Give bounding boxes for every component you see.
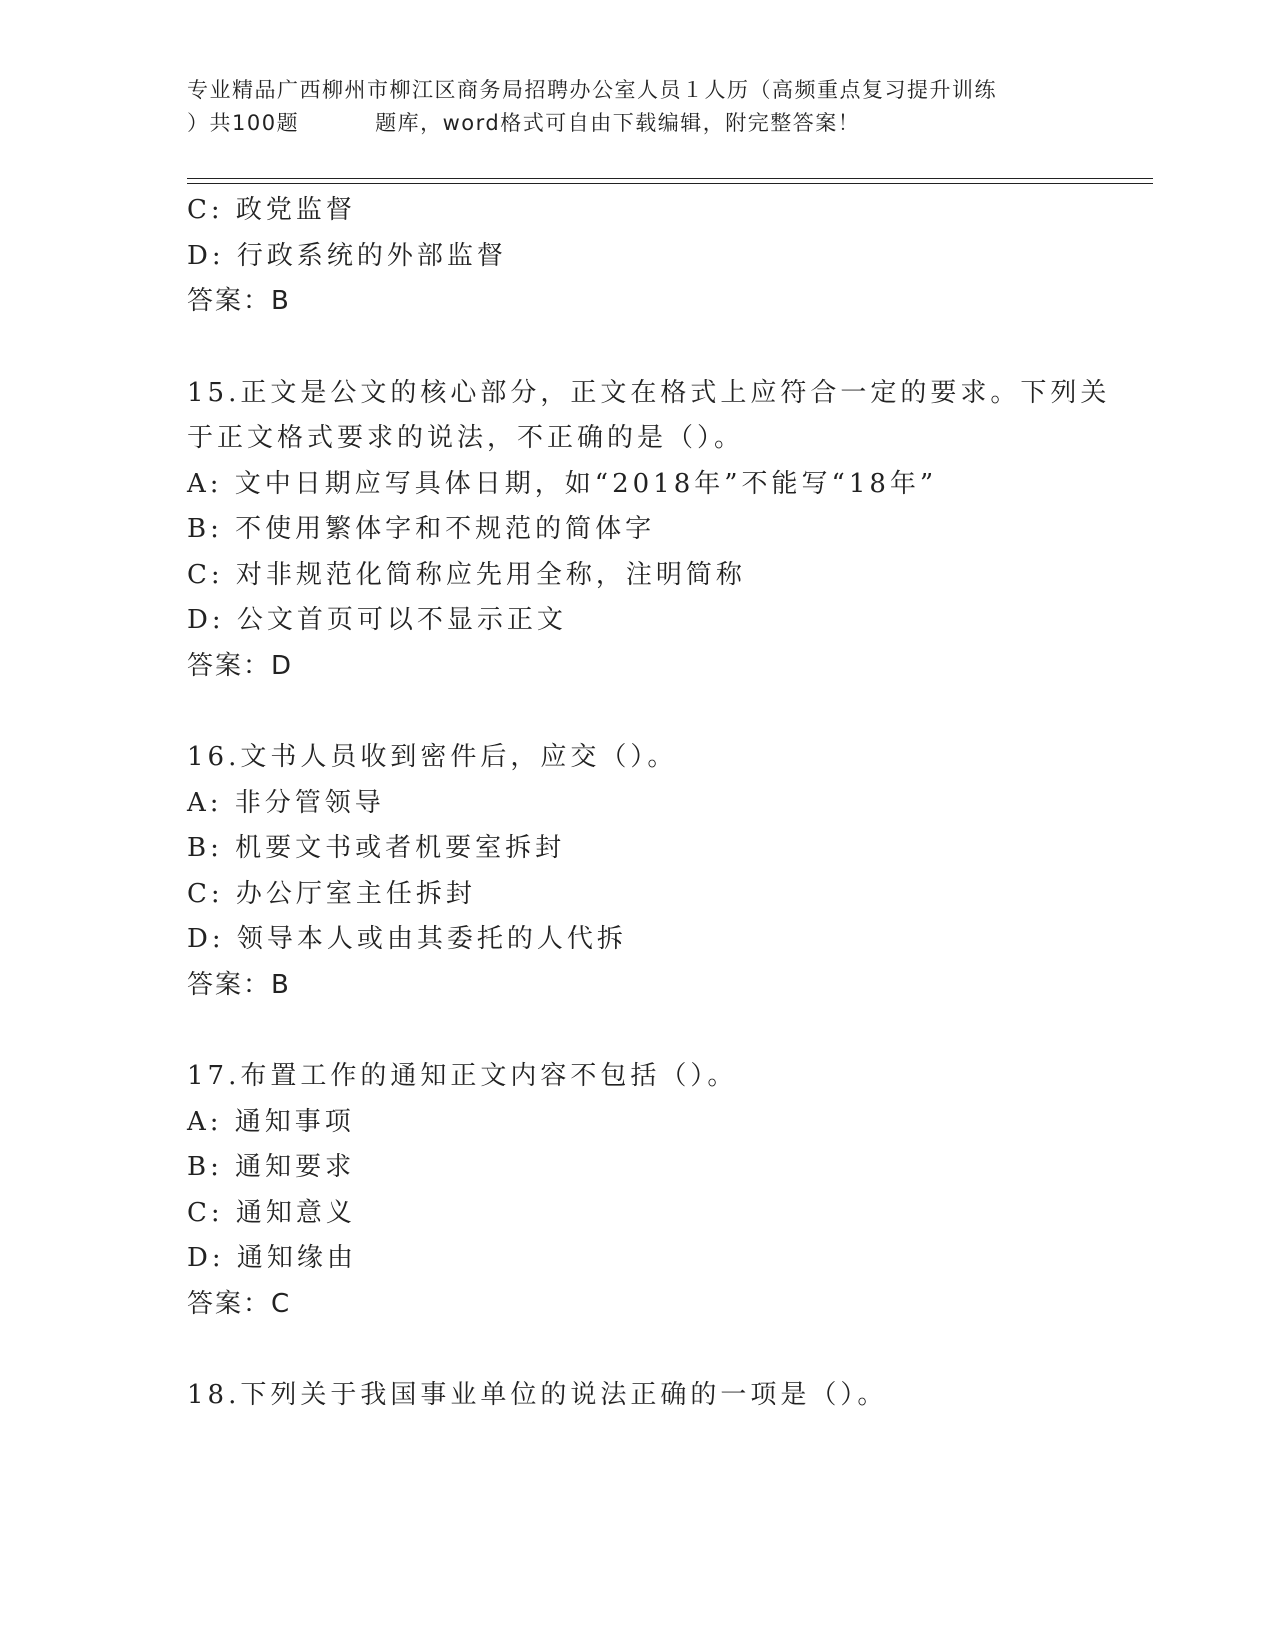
question-stem: 15.正文是公文的核心部分，正文在格式上应符合一定的要求。下列关 bbox=[187, 377, 1111, 408]
question-17 bbox=[187, 1054, 1147, 1327]
document-header bbox=[187, 74, 1087, 140]
header-description: 题库，word格式可自由下载编辑，附完整答案！ bbox=[375, 111, 861, 135]
question-stem: 于正文格式要求的说法，不正确的是（）。 bbox=[187, 423, 745, 453]
spacer bbox=[187, 1327, 1147, 1373]
option-b: B: 不使用繁体字和不规范的简体字 bbox=[187, 514, 656, 544]
spacer bbox=[187, 1008, 1147, 1054]
header-title-line-1: 专业精品广西柳州市柳江区商务局招聘办公室人员１人历（高频重点复习提升训练 bbox=[187, 78, 997, 102]
option-b: B: 通知要求 bbox=[187, 1152, 356, 1182]
answer-line: 答案：B bbox=[187, 969, 291, 1000]
option-a: A: 文中日期应写具体日期，如“2018年”不能写“18年” bbox=[187, 468, 938, 499]
question-stem: 18.下列关于我国事业单位的说法正确的一项是（）。 bbox=[187, 1380, 888, 1410]
spacer bbox=[187, 325, 1147, 371]
answer-line: 答案：D bbox=[187, 650, 294, 681]
option-d: D: 行政系统的外部监督 bbox=[187, 240, 507, 271]
question-stem: 16.文书人员收到密件后，应交（）。 bbox=[187, 742, 678, 772]
option-a: A: 非分管领导 bbox=[187, 787, 385, 818]
answer-line: 答案：C bbox=[187, 1288, 292, 1319]
spacer bbox=[187, 689, 1147, 735]
header-divider-bottom bbox=[187, 183, 1153, 184]
header-title-line-2 bbox=[187, 107, 1087, 140]
question-18 bbox=[187, 1373, 1147, 1419]
header-count: ）共100题 bbox=[187, 111, 300, 135]
option-c: C: 通知意义 bbox=[187, 1197, 356, 1228]
option-d: D: 通知缘由 bbox=[187, 1243, 357, 1273]
option-b: B: 机要文书或者机要室拆封 bbox=[187, 833, 566, 863]
question-15 bbox=[187, 371, 1147, 690]
answer-line: 答案：B bbox=[187, 286, 291, 316]
question-16 bbox=[187, 735, 1147, 1008]
header-divider-top bbox=[187, 178, 1153, 179]
option-c: C: 政党监督 bbox=[187, 195, 356, 225]
option-d: D: 公文首页可以不显示正文 bbox=[187, 605, 567, 635]
option-d: D: 领导本人或由其委托的人代拆 bbox=[187, 924, 627, 954]
question-list bbox=[187, 188, 1147, 1419]
option-a: A: 通知事项 bbox=[187, 1106, 355, 1137]
option-c: C: 办公厅室主任拆封 bbox=[187, 878, 476, 909]
question-stem: 17.布置工作的通知正文内容不包括（）。 bbox=[187, 1061, 738, 1091]
option-c: C: 对非规范化简称应先用全称，注明简称 bbox=[187, 559, 746, 590]
